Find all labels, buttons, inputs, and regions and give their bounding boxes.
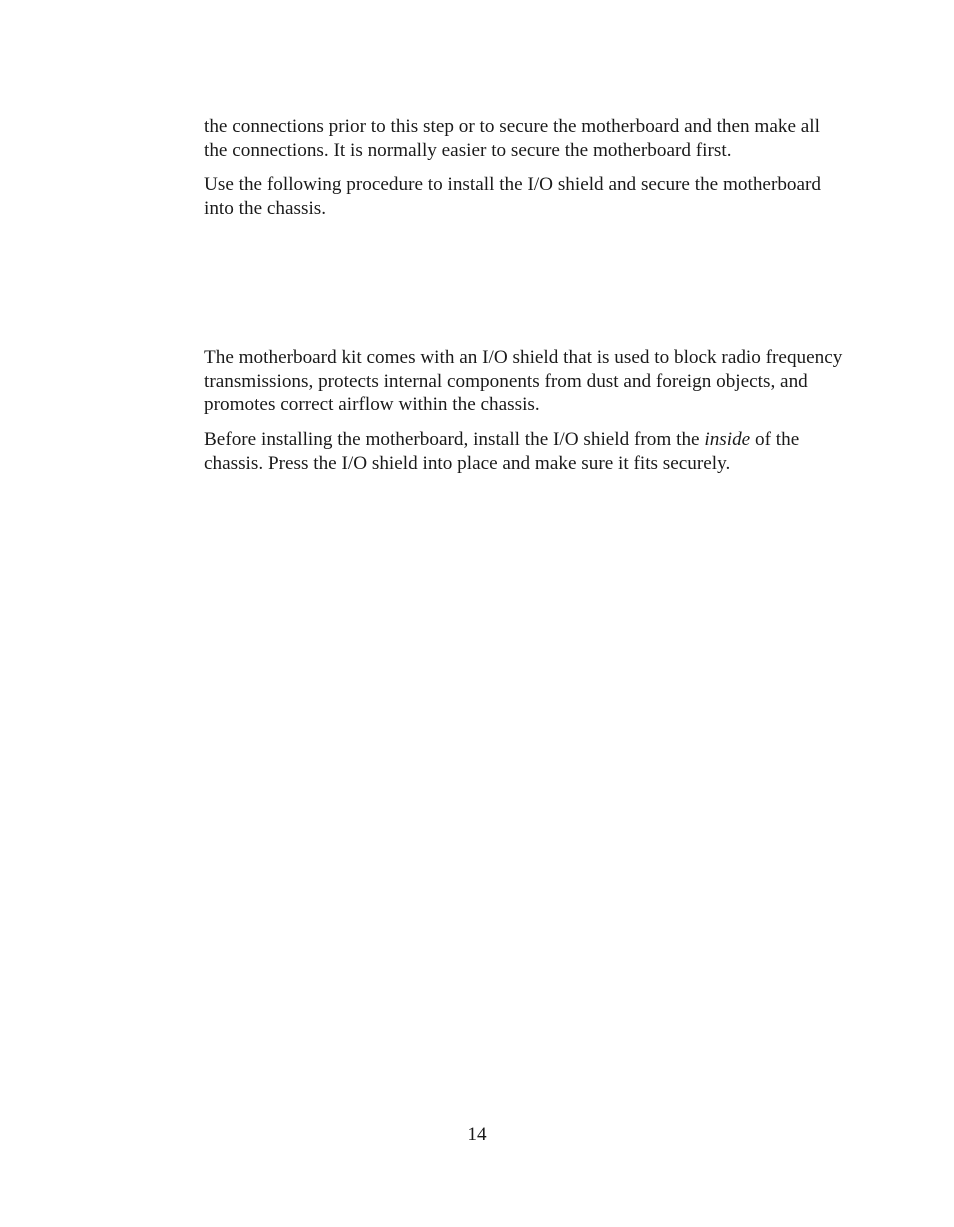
paragraph-io-shield-description: The motherboard kit comes with an I/O shield that is used to block radio frequency transmissions, protects internal components from dust and foreign objects, and promotes correct airflow within the chassis. — [204, 347, 843, 415]
paragraph-text-after: of the chassis. Press the I/O shield into place and make sure it fits securely. — [204, 429, 800, 474]
emphasis-inside: inside — [704, 429, 751, 450]
paragraph-connections: the connections prior to this step or to secure the motherboard and then make all the connections. It is normally easier to secure the motherboard first. — [204, 116, 820, 161]
paragraph-procedure-intro: Use the following procedure to install the I/O shield and secure the motherboard into the chassis. — [204, 174, 822, 219]
page-number: 14 — [467, 1124, 487, 1145]
paragraph-text-before: Before installing the motherboard, install the I/O shield from the — [204, 429, 705, 450]
paragraph-io-shield-install — [204, 428, 844, 475]
